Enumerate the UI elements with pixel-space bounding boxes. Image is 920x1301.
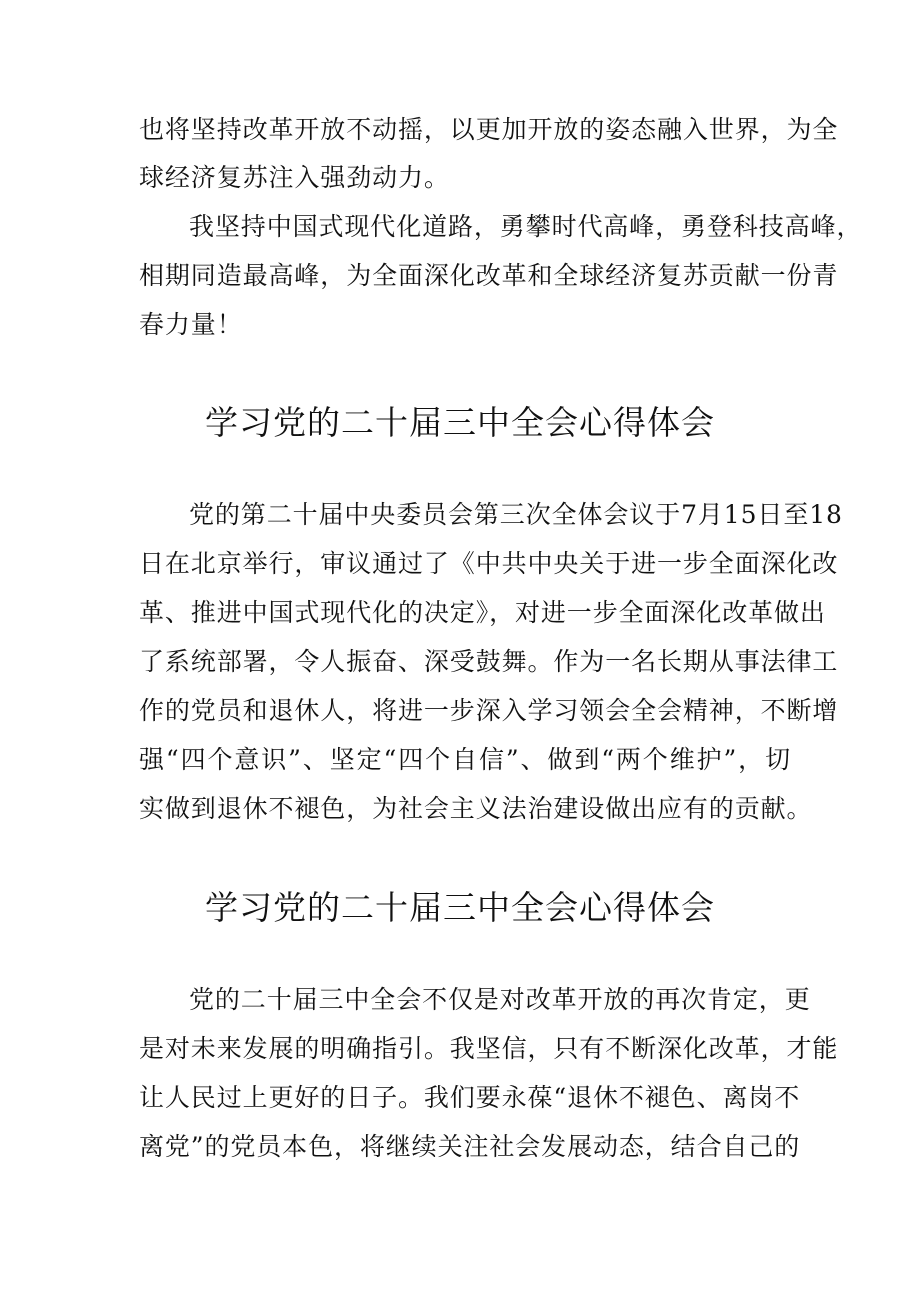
text-line: 革、推进中国式现代化的决定》，对进一步全面深化改革做出 xyxy=(139,598,826,627)
text-line: 是对未来发展的明确指引。我坚信，只有不断深化改革，才能 xyxy=(139,1034,839,1063)
text-line: 日在北京举行，审议通过了《中共中央关于进一步全面深化改 xyxy=(139,549,839,578)
section-heading: 学习党的二十届三中全会心得体会 xyxy=(205,888,715,927)
section-heading: 学习党的二十届三中全会心得体会 xyxy=(205,403,715,442)
text-line: 我坚持中国式现代化道路，勇攀时代高峰，勇登科技高峰， xyxy=(189,212,863,241)
text-line: 实做到退休不褪色，为社会主义法治建设做出应有的贡献。 xyxy=(139,794,813,823)
text-line: 相期同造最高峰，为全面深化改革和全球经济复苏贡献一份青 xyxy=(139,261,839,290)
text-line: 了系统部署，令人振奋、深受鼓舞。作为一名长期从事法律工 xyxy=(139,647,839,676)
text-line: 让人民过上更好的日子。我们要永葆“退休不褪色、离岗不 xyxy=(139,1083,801,1112)
text-line: 离党”的党员本色，将继续关注社会发展动态，结合自己的 xyxy=(139,1132,801,1161)
text-line: 党的二十届三中全会不仅是对改革开放的再次肯定，更 xyxy=(189,985,811,1014)
text-line: 春力量！ xyxy=(139,310,243,339)
text-line: 强“四个意识”、坚定“四个自信”、做到“两个维护”，切 xyxy=(139,745,791,774)
text-line: 作的党员和退休人，将进一步深入学习领会全会精神，不断增 xyxy=(139,696,839,725)
text-line: 球经济复苏注入强劲动力。 xyxy=(139,163,450,192)
text-line: 党的第二十届中央委员会第三次全体会议于7月15日至18 xyxy=(189,500,843,529)
text-line: 也将坚持改革开放不动摇，以更加开放的姿态融入世界，为全 xyxy=(139,115,839,144)
